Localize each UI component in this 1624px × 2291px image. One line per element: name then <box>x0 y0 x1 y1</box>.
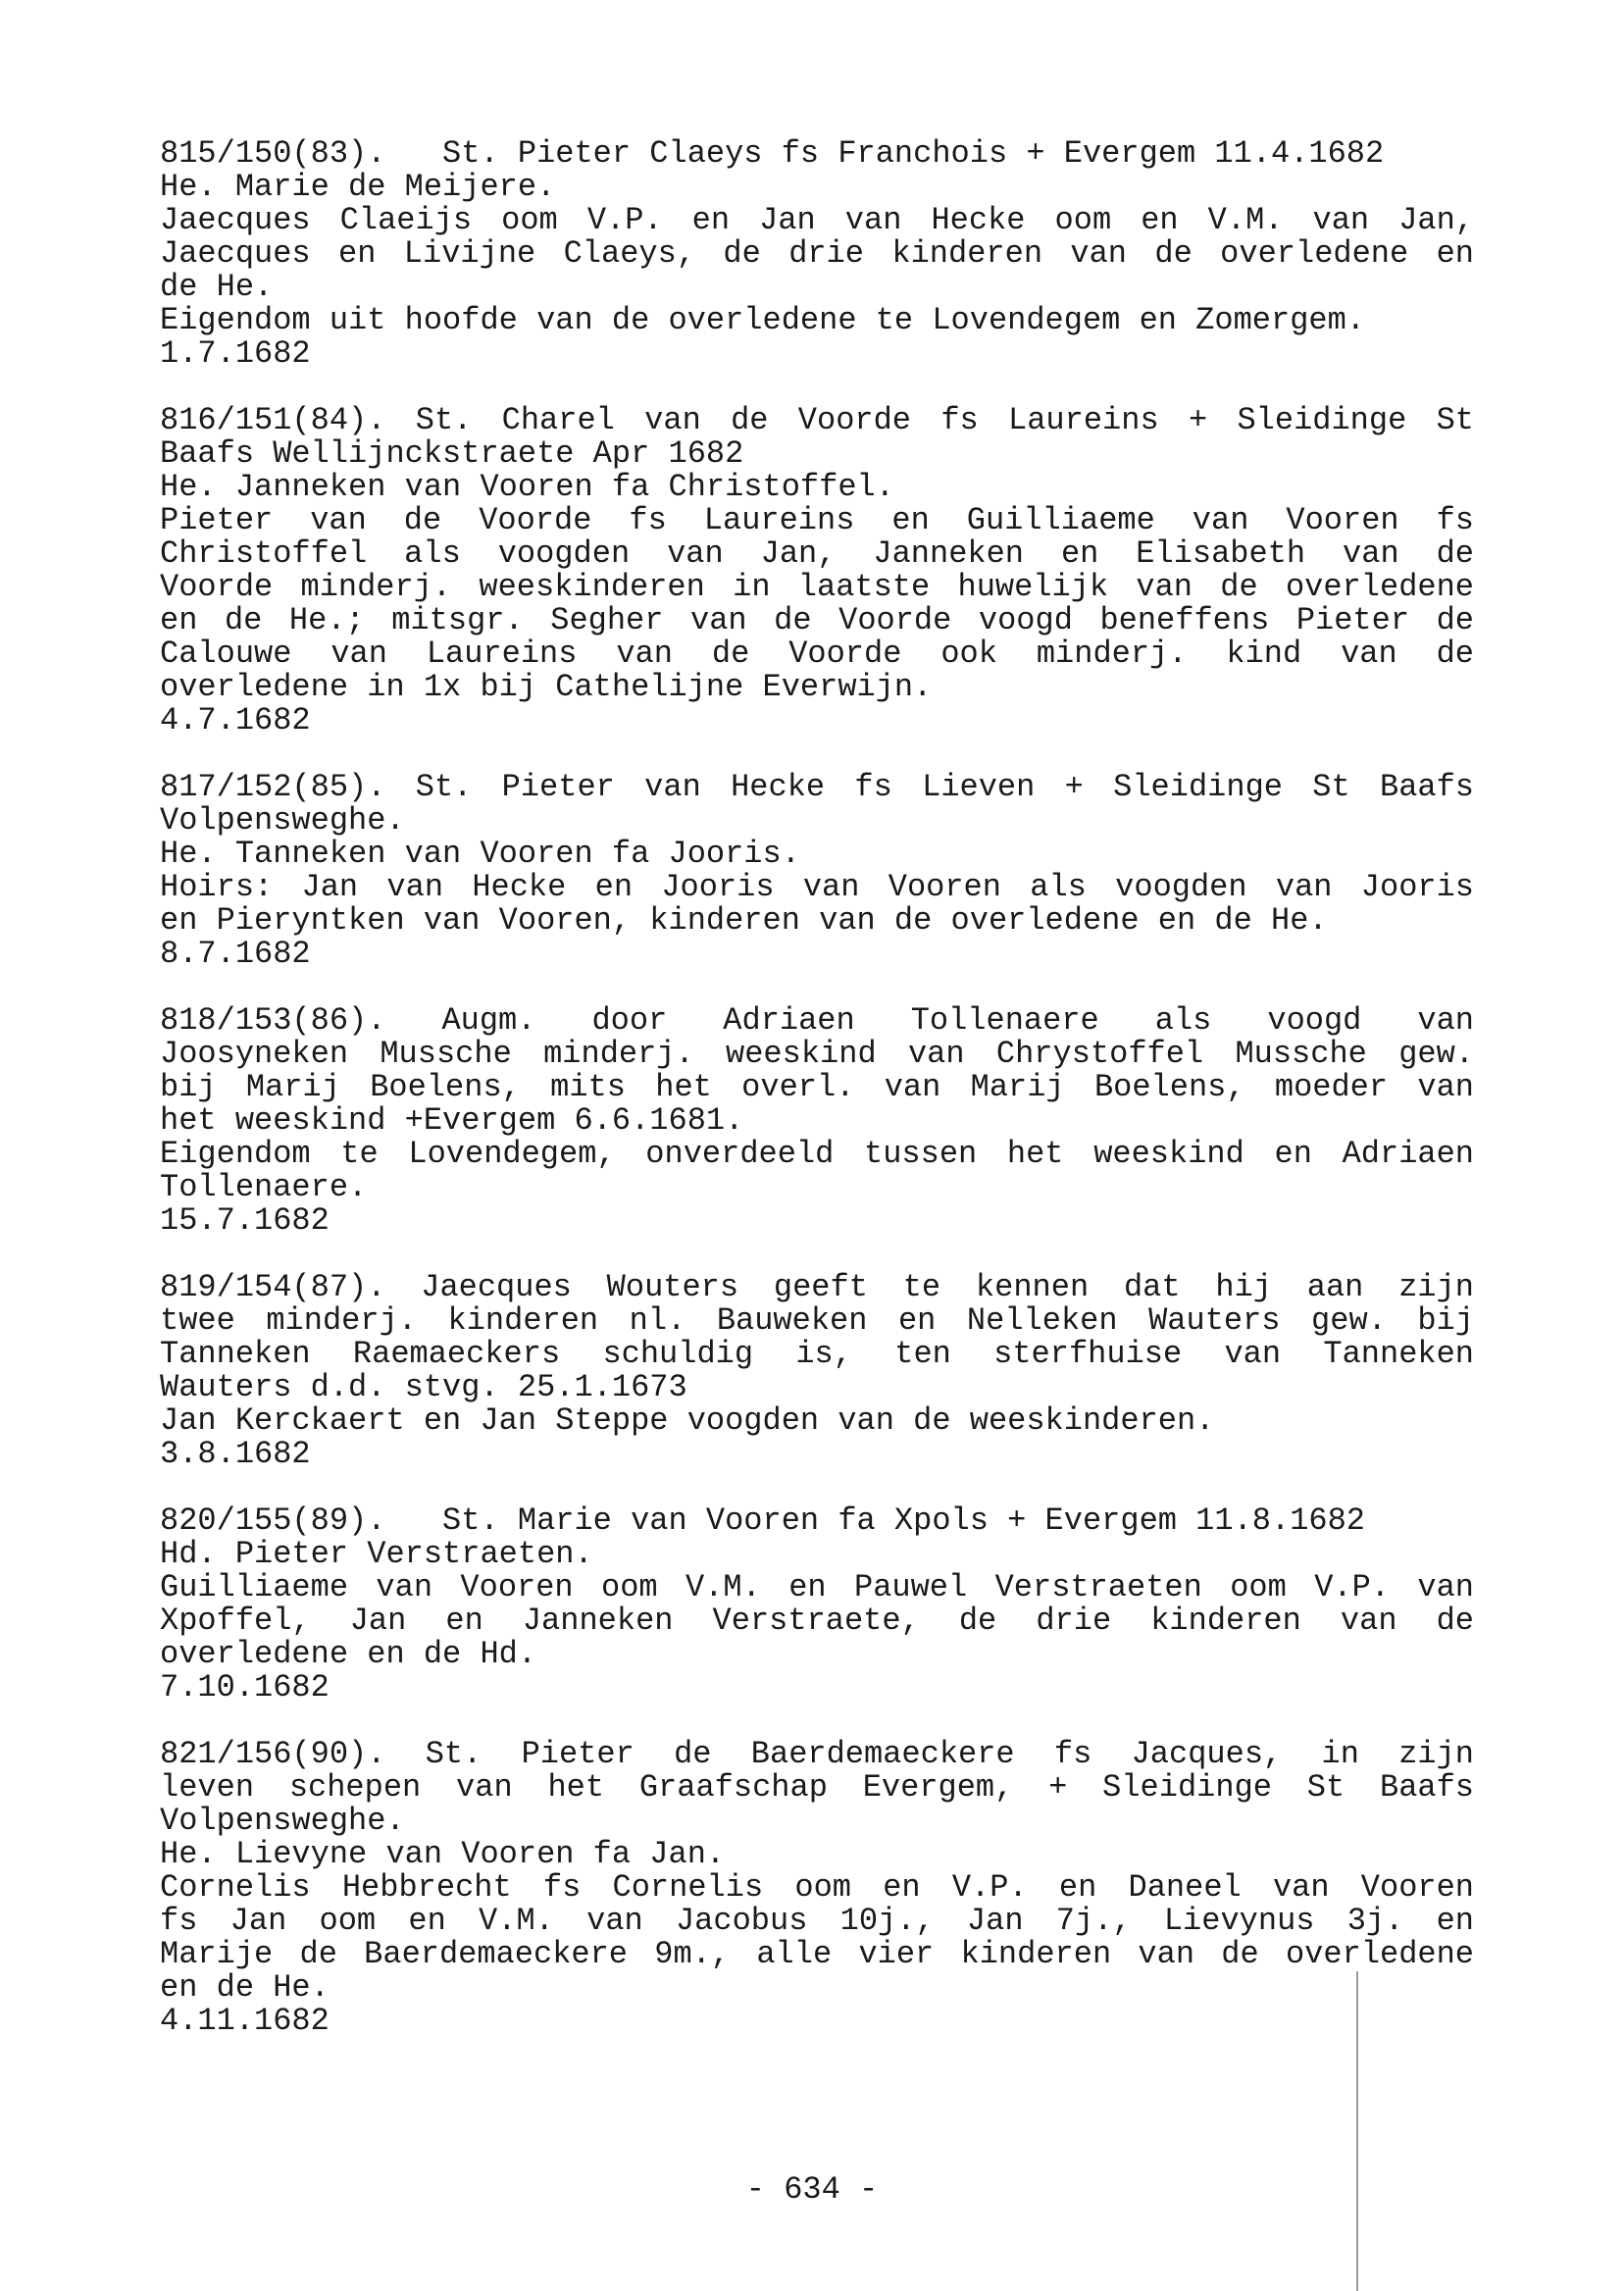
entry-line: Hoirs: Jan van Hecke en Jooris van Vooren als voogden van Jooris <box>160 871 1474 904</box>
entry-line: 818/153(86). Augm. door Adriaen Tollenaere als voogd van <box>160 1004 1474 1038</box>
entry-line: 4.7.1682 <box>160 704 311 738</box>
entry-line: 817/152(85). St. Pieter van Hecke fs Lieven + Sleidinge St Baafs <box>160 771 1474 804</box>
entry-line: He. Janneken van Vooren fa Christoffel. <box>160 471 894 504</box>
entry-line: de He. <box>160 271 274 304</box>
entry-line: Wauters d.d. stvg. 25.1.1673 <box>160 1371 687 1404</box>
margin-rule <box>1356 1971 1358 2291</box>
entry-line: Calouwe van Laureins van de Voorde ook minderj. kind van de <box>160 637 1474 671</box>
page-number: - 634 - <box>745 2171 879 2208</box>
entry-line: Volpensweghe. <box>160 1805 405 1838</box>
entry-line: 1.7.1682 <box>160 337 311 371</box>
entry-line: en Pieryntken van Vooren, kinderen van de overledene en de He. <box>160 904 1328 938</box>
entry-line: Jaecques Claeijs oom V.P. en Jan van Hecke oom en V.M. van Jan, <box>160 204 1474 237</box>
entry-line: bij Marij Boelens, mits het overl. van Marij Boelens, moeder van <box>160 1071 1474 1104</box>
entry-line: 819/154(87). Jaecques Wouters geeft te kennen dat hij aan zijn <box>160 1271 1474 1304</box>
entry-line: Joosyneken Mussche minderj. weeskind van Chrystoffel Mussche gew. <box>160 1038 1474 1071</box>
entry-line: 15.7.1682 <box>160 1204 330 1238</box>
entry-line: Baafs Wellijnckstraete Apr 1682 <box>160 437 744 471</box>
entry-line: Volpensweghe. <box>160 804 405 838</box>
entry-line: Christoffel als voogden van Jan, Janneken en Elisabeth van de <box>160 537 1474 571</box>
entry-line: Voorde minderj. weeskinderen in laatste huwelijk van de overledene <box>160 571 1474 604</box>
entry-line: Eigendom uit hoofde van de overledene te Lovendegem en Zomergem. <box>160 304 1365 337</box>
entry-line: Tanneken Raemaeckers schuldig is, ten sterfhuise van Tanneken <box>160 1338 1474 1371</box>
entry-line: Pieter van de Voorde fs Laureins en Guilliaeme van Vooren fs <box>160 504 1474 537</box>
entry-line: fs Jan oom en V.M. van Jacobus 10j., Jan 7j., Lievynus 3j. en <box>160 1905 1474 1938</box>
entry-line: Jan Kerckaert en Jan Steppe voogden van de weeskinderen. <box>160 1404 1215 1438</box>
entry-line: Guilliaeme van Vooren oom V.M. en Pauwel Verstraeten oom V.P. van <box>160 1571 1474 1604</box>
entry-line: Cornelis Hebbrecht fs Cornelis oom en V.P. en Daneel van Vooren <box>160 1871 1474 1905</box>
entry-line: Tollenaere. <box>160 1171 368 1204</box>
entry-line: 8.7.1682 <box>160 938 311 971</box>
entry-line: He. Marie de Meijere. <box>160 171 556 204</box>
entry-line: leven schepen van het Graafschap Evergem, + Sleidinge St Baafs <box>160 1771 1474 1805</box>
entry-block <box>160 1504 1474 1705</box>
entry-block <box>160 137 1474 371</box>
entry-line: 821/156(90). St. Pieter de Baerdemaeckere fs Jacques, in zijn <box>160 1738 1474 1771</box>
entry-line: He. Lievyne van Vooren fa Jan. <box>160 1838 726 1871</box>
entry-line: Marije de Baerdemaeckere 9m., alle vier kinderen van de overledene <box>160 1938 1474 1971</box>
entry-line: Xpoffel, Jan en Janneken Verstraete, de drie kinderen van de <box>160 1604 1474 1638</box>
entry-line: 3.8.1682 <box>160 1438 311 1471</box>
entry-line: en de He. <box>160 1971 330 2005</box>
entry-line: Jaecques en Livijne Claeys, de drie kinderen van de overledene en <box>160 237 1474 271</box>
entry-line: Eigendom te Lovendegem, onverdeeld tussen het weeskind en Adriaen <box>160 1138 1474 1171</box>
entry-block <box>160 1271 1474 1471</box>
entry-line: 7.10.1682 <box>160 1671 330 1705</box>
entry-line: 815/150(83). St. Pieter Claeys fs Franchois + Evergem 11.4.1682 <box>160 137 1385 171</box>
entry-line: het weeskind +Evergem 6.6.1681. <box>160 1104 744 1138</box>
entry-line: en de He.; mitsgr. Segher van de Voorde voogd beneffens Pieter de <box>160 604 1474 637</box>
entry-line: Hd. Pieter Verstraeten. <box>160 1538 593 1571</box>
entry-block <box>160 1738 1474 2038</box>
entry-line: 4.11.1682 <box>160 2005 330 2038</box>
entry-line: twee minderj. kinderen nl. Bauweken en Nelleken Wauters gew. bij <box>160 1304 1474 1338</box>
entry-line: 820/155(89). St. Marie van Vooren fa Xpols + Evergem 11.8.1682 <box>160 1504 1365 1538</box>
entry-line: 816/151(84). St. Charel van de Voorde fs Laureins + Sleidinge St <box>160 404 1474 437</box>
entry-line: He. Tanneken van Vooren fa Jooris. <box>160 838 800 871</box>
entry-line: overledene en de Hd. <box>160 1638 537 1671</box>
entry-block <box>160 1004 1474 1238</box>
entry-block <box>160 771 1474 971</box>
document-body <box>160 137 1474 2071</box>
entry-block <box>160 404 1474 738</box>
entry-line: overledene in 1x bij Cathelijne Everwijn. <box>160 671 933 704</box>
